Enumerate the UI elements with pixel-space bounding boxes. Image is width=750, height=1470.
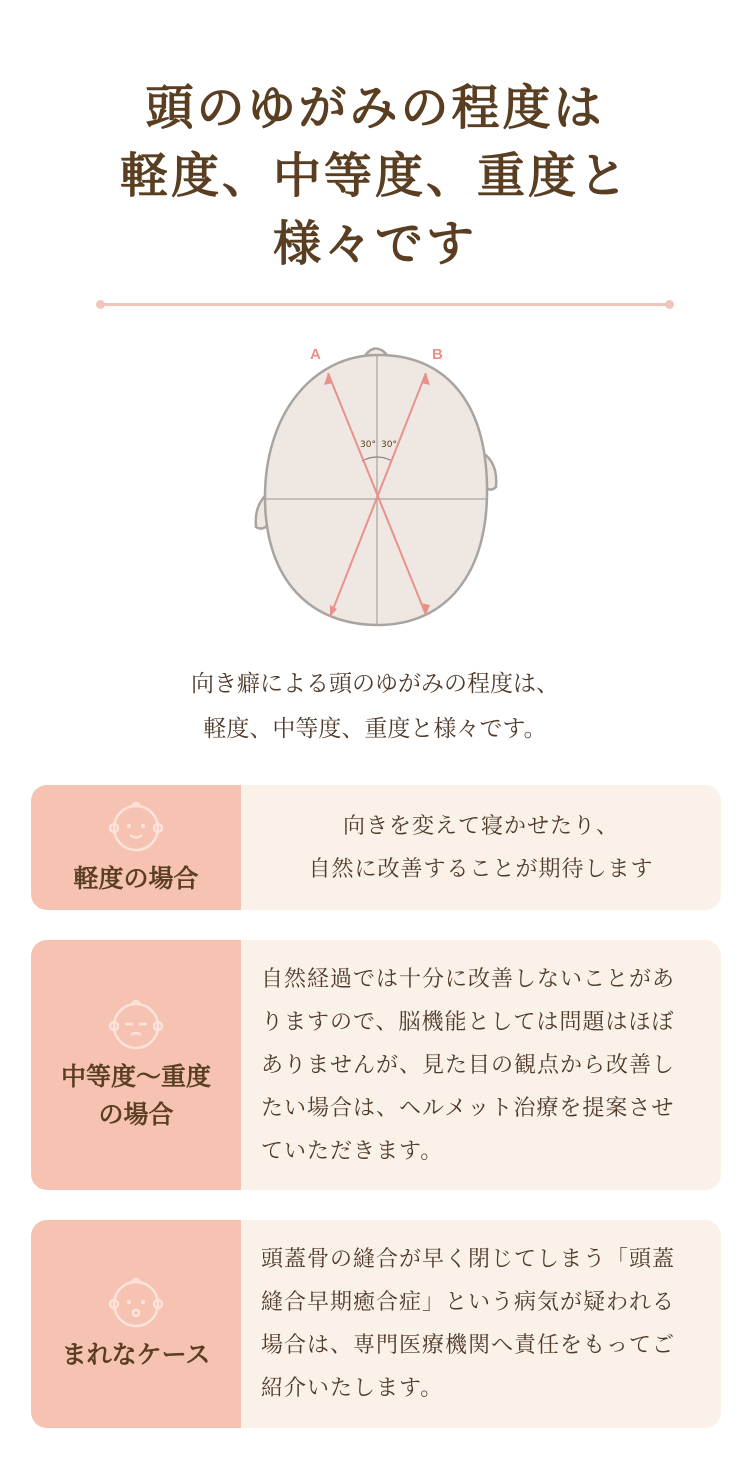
description-line: ありませんが、見た目の観点から改善し bbox=[261, 1052, 676, 1078]
description-line: 紹介いたします。 bbox=[261, 1376, 444, 1401]
diagram-caption bbox=[0, 662, 750, 752]
case-label-panel bbox=[31, 940, 241, 1190]
description-line: 縫合早期癒合症」という病気が疑われる bbox=[261, 1290, 676, 1315]
case-card-mild bbox=[31, 785, 721, 910]
page-title bbox=[0, 74, 750, 278]
case-label-panel bbox=[31, 785, 241, 910]
description-line: りますので、脳機能としては問題はほぼ bbox=[261, 1009, 675, 1035]
description-line: 自然に改善することが期待します bbox=[308, 856, 654, 882]
caption-line-1: 向き癖による頭のゆがみの程度は、 bbox=[191, 671, 559, 697]
description-line: ていただきます。 bbox=[261, 1138, 444, 1164]
title-divider bbox=[100, 303, 670, 306]
description-line: 場合は、専門医療機関へ責任をもってご bbox=[261, 1333, 676, 1358]
title-line-1: 頭のゆがみの程度は bbox=[145, 80, 605, 136]
baby-worried-icon bbox=[102, 1274, 170, 1330]
case-description-panel bbox=[241, 1220, 721, 1428]
case-description-mild bbox=[241, 805, 721, 891]
case-card-moderate-severe bbox=[31, 940, 721, 1190]
case-description-rare bbox=[241, 1238, 695, 1410]
angle-right-label: 30° bbox=[381, 440, 397, 450]
baby-sleepy-icon bbox=[102, 996, 170, 1052]
baby-smile-icon bbox=[102, 798, 170, 854]
description-line: 頭蓋骨の縫合が早く閉じてしまう「頭蓋 bbox=[261, 1247, 676, 1272]
case-label-line: 中等度〜重度 bbox=[60, 1062, 211, 1091]
case-label-line: の場合 bbox=[98, 1100, 174, 1129]
angle-left-label: 30° bbox=[360, 440, 376, 450]
case-description-panel bbox=[241, 940, 721, 1190]
caption-line-2: 軽度、中等度、重度と様々です。 bbox=[203, 716, 547, 742]
case-label-mild: 軽度の場合 bbox=[73, 863, 199, 893]
diagonal-a-label: A bbox=[310, 346, 321, 363]
case-description-panel bbox=[241, 785, 721, 910]
description-line: 向きを変えて寝かせたり、 bbox=[342, 813, 619, 839]
head-shape-diagram bbox=[240, 335, 510, 635]
title-line-2: 軽度、中等度、重度と bbox=[119, 148, 630, 204]
title-line-3: 様々です bbox=[272, 216, 477, 272]
case-label-panel bbox=[31, 1220, 241, 1428]
case-card-rare bbox=[31, 1220, 721, 1428]
case-label-rare: まれなケース bbox=[61, 1340, 211, 1369]
case-label-moderate-severe bbox=[61, 1058, 211, 1134]
description-line: 自然経過では十分に改善しないことがあ bbox=[261, 966, 676, 992]
case-description-moderate-severe bbox=[241, 958, 695, 1173]
description-line: たい場合は、ヘルメット治療を提案させ bbox=[261, 1095, 675, 1121]
diagonal-b-label: B bbox=[432, 346, 443, 363]
